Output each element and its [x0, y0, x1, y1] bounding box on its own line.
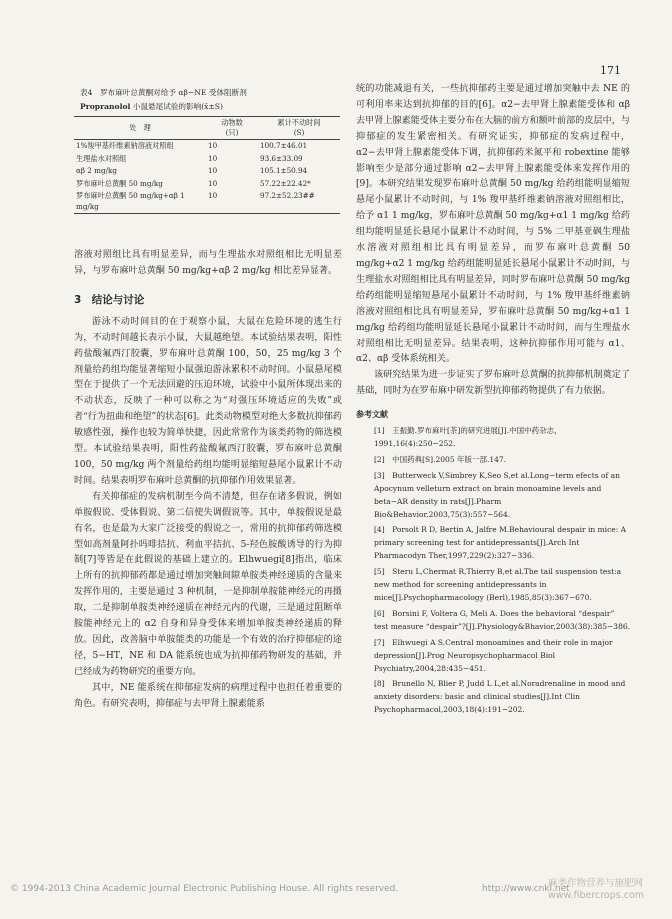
table-row: [74, 190, 340, 214]
table-cell: 10: [208, 178, 218, 188]
table-cell: 10: [208, 166, 218, 175]
reference-item: [1] 王振勤.罗布麻叶[茶]的研究进展[J].中国中药杂志，1991,16(4):250−252.: [374, 426, 562, 449]
left-column: [74, 82, 342, 712]
reference-item: [8] Brunello N, Blier P, Judd L L,et al.Noradrenaline in mood and anxiety disorders: basic and clinical studies[J].Int Clin Psychopharmacol,2003,18(4):191−202.: [374, 679, 626, 715]
table-caption-drug: Propranolol: [80, 102, 131, 111]
table-cell: 100.7±46.01: [260, 141, 308, 150]
table-row: [74, 178, 340, 191]
table-cell: 97.2±52.23##: [260, 191, 315, 200]
paragraph-summary: 该研究结果为进一步证实了罗布麻叶总黄酮的抗抑郁机制奠定了基础，同时为在罗布麻中研发新型抗抑郁药物提供了有力依据。: [356, 370, 630, 397]
source-site-link[interactable]: http://www.cnki.net: [482, 884, 570, 894]
reference-list: [356, 425, 630, 717]
table-cell: 罗布麻叶总黄酮 50 mg/kg+αβ 1 mg/kg: [76, 191, 185, 211]
reference-item: [6] Borsini F, Voltera G, Meli A. Does the behavioral “despair” test measure “despair”?[J].Physiology&Bhavior,2003(38):385−386.: [374, 608, 631, 631]
copyright-notice: © 1994-2013 China Academic Journal Electronic Publishing House. All rights reserved.: [10, 884, 399, 894]
paragraph-continued: 统的功能减退有关，一些抗抑郁药主要是通过增加突触中去 NE 的可利用率来达到抗抑郁的目的[6]。α2−去甲肾上腺素能受体和 αβ 去甲肾上腺素能受体主要分布在大脑的前方和额叶前部的皮层中，与抑郁症的发生紧密相关。有研究证实，抑郁症的发病过程中，α2−去甲肾上腺素能受体下调，抗抑郁药米氮平和 robextine 能够影响至少是部分通过影响 α2−去甲肾上腺素能受体来发挥作用的[9]。本研究结果发现罗布麻叶总黄酮 50 mg/kg 给药组能明显缩短悬尾小鼠累计不动时间，与 1% 羧甲基纤维素钠溶液对照组相比，给予 α1 1 mg/kg，罗布麻叶总黄酮 50 mg/kg+α1 1 mg/kg 给药组均能明显延长悬尾小鼠累计不动时间，与 5% 二甲基亚砜生理盐水溶液对照组相比具有明显差异，而罗布麻叶总黄酮 50 mg/kg+α2 1 mg/kg 给药组能明显延长悬尾小鼠累计不动时间，与生理盐水对照组相比具有明显差异，同时罗布麻叶总黄酮 50 mg/kg 给药组能明显缩短悬尾小鼠累计不动时间，与 1% 羧甲基纤维素钠溶液对照组相比具有明显差异，罗布麻叶总黄酮 50 mg/kg+α1 1 mg/kg 给药组均能明显延长悬尾小鼠累计不动时间，而与生理盐水对照组相比无明显差异。结果表明，这种抗抑郁作用可能与 α1、α2、αβ 受体系统相关。: [356, 84, 630, 365]
results-table: [74, 116, 340, 214]
table-cell: 93.6±33.09: [260, 153, 303, 163]
right-column: [356, 82, 630, 720]
section-title: 3 结论与讨论: [74, 293, 145, 306]
table-caption: [80, 86, 342, 114]
table-row: [74, 140, 340, 153]
paragraph-discussion-1: 游泳不动时间目的在于观察小鼠，大鼠在危险环境的逃生行为，不动时间越长表示小鼠，大鼠越绝望。本试验结果表明，阳性药盐酸氟西汀胶囊，罗布麻叶总黄酮 100，50，25 mg/kg 3 个剂量给药组均能显著缩短小鼠强迫游泳累积不动时间。小鼠悬尾模型在于提供了一个无法回避的压迫环境，试验中小鼠所体现出来的不动状态，反映了一种可以称之为“对强压环境适应的失败”或者“行为扭曲和绝望”的状态[6]。此类动物模型对绝大多数抗抑郁药敏感性强，操作也较为简单快捷，因此常常作为该类药物的筛选模型。本试验结果表明，阳性药盐酸氟西汀胶囊，罗布麻叶总黄酮 100，50 mg/kg 两个剂量给药组均能明显缩短悬尾小鼠累计不动时间。结果表明罗布麻叶总黄酮的抗抑郁作用效果显著。: [74, 316, 342, 486]
table-cell: 10: [208, 191, 218, 200]
table-cell: αβ 2 mg/kg: [76, 166, 117, 175]
table-cell: 10: [208, 153, 218, 163]
watermark-line2: www.fibercrops.com: [548, 890, 645, 901]
table-row: [74, 153, 340, 166]
table-cell: 生理盐水对照组: [76, 153, 127, 163]
table-cell: 罗布麻叶总黄酮 50 mg/kg: [76, 178, 163, 188]
paragraph-discussion-3: 其中，NE 能系统在抑郁症发病的病理过程中也担任着重要的角色。有研究表明，抑郁症与去甲肾上腺素能系: [74, 682, 342, 709]
table-header: 处 理: [129, 123, 151, 132]
watermark-line1: 麻类作物营养与施肥网: [548, 878, 644, 889]
reference-item: [2] 中国药典[S].2005 年版一部.147.: [374, 454, 507, 464]
watermark: [548, 878, 644, 902]
references-title: 参考文献: [356, 409, 388, 420]
table-cell: 105.1±50.94: [260, 166, 308, 175]
table-caption-line1: 表4 罗布麻叶总黄酮对给予 αβ−NE 受体阻断剂: [80, 88, 247, 97]
reference-item: [4] Porsolt R D, Bertin A, Jalfre M.Behavioural despair in mice: A primary screening test for antidepressants[J].Arch Int Pharmacodyn Ther,1997,229(2):327−336.: [374, 525, 627, 561]
reference-item: [7] Elhwuegi A S.Central monoamines and their role in major depression[J].Prog Neuropsychopharmacol Biol Psychiatry,2004,28:435−451.: [374, 637, 613, 673]
reference-item: [3] Butterweck V,Simbrey K,Seo S,et al.Long−term efects of an Apocynum velleturn extract on brain monoamine levels and beta−AR density in rats[J].Pharm Bio&Behavior,2003,75(3):557−564.: [374, 470, 620, 519]
page-number: 171: [600, 64, 621, 77]
paragraph-discussion-2: 有关抑郁症的发病机制至今尚不清楚，但存在诸多假说，例如单胺假说、受体假说、第二信使失调假说等。其中，单胺假说是最有名，也是最为大家广泛接受的假说之一，常用的抗抑郁药筛选模型如高剂量阿扑吗啡拮抗、利血平拮抗、5-羟色胺酸诱导的行为抑制[7]等皆是在此假说的基础上建立的。Elhwuegi[8]指出，临床上所有的抗抑郁药都是通过增加突触间隙单胺类神经递质的含量来发挥作用的，主要是通过 3 种机制，一是抑制单胺能神经元的再摄取，二是抑制单胺类神经递质在神经元内的代谢，三是通过阻断单胺能神经元上的 α2 自身和异身受体来增加单胺类神经递质的释放。因此，改善脑中单胺能类的功能是一个有效的治疗抑郁症的途径，5−HT，NE 和 DA 能系统也成为抗抑郁药物研发的基础，并已经成为药物研究的重要方向。: [74, 491, 342, 677]
table-cell: 1%羧甲基纤维素钠溶液对照组: [76, 141, 174, 150]
table-caption-line2: [80, 100, 342, 114]
reference-item: [5] Steru L,Chermat R,Thierry B,et al.The tail suspension test:a new method for screening antidepressants in mice[J].Psychopharmacology (Berl),1985,85(3):367−670.: [374, 567, 622, 602]
table-header: 累计不动时间 (S): [277, 118, 321, 137]
table-caption-rest: 小鼠悬尾试验的影响(x̄±S): [130, 102, 223, 111]
paragraph-table-result: 溶液对照组比具有明显差异，而与生理盐水对照组相比无明显差异，与罗布麻叶总黄酮 50 mg/kg+αβ 2 mg/kg 相比差异显著。: [74, 250, 342, 276]
table-cell: 10: [208, 141, 218, 150]
table-row: [74, 165, 340, 178]
table-cell: 57.22±22.42*: [260, 178, 311, 188]
table-header: 动物数 (只): [221, 118, 243, 137]
